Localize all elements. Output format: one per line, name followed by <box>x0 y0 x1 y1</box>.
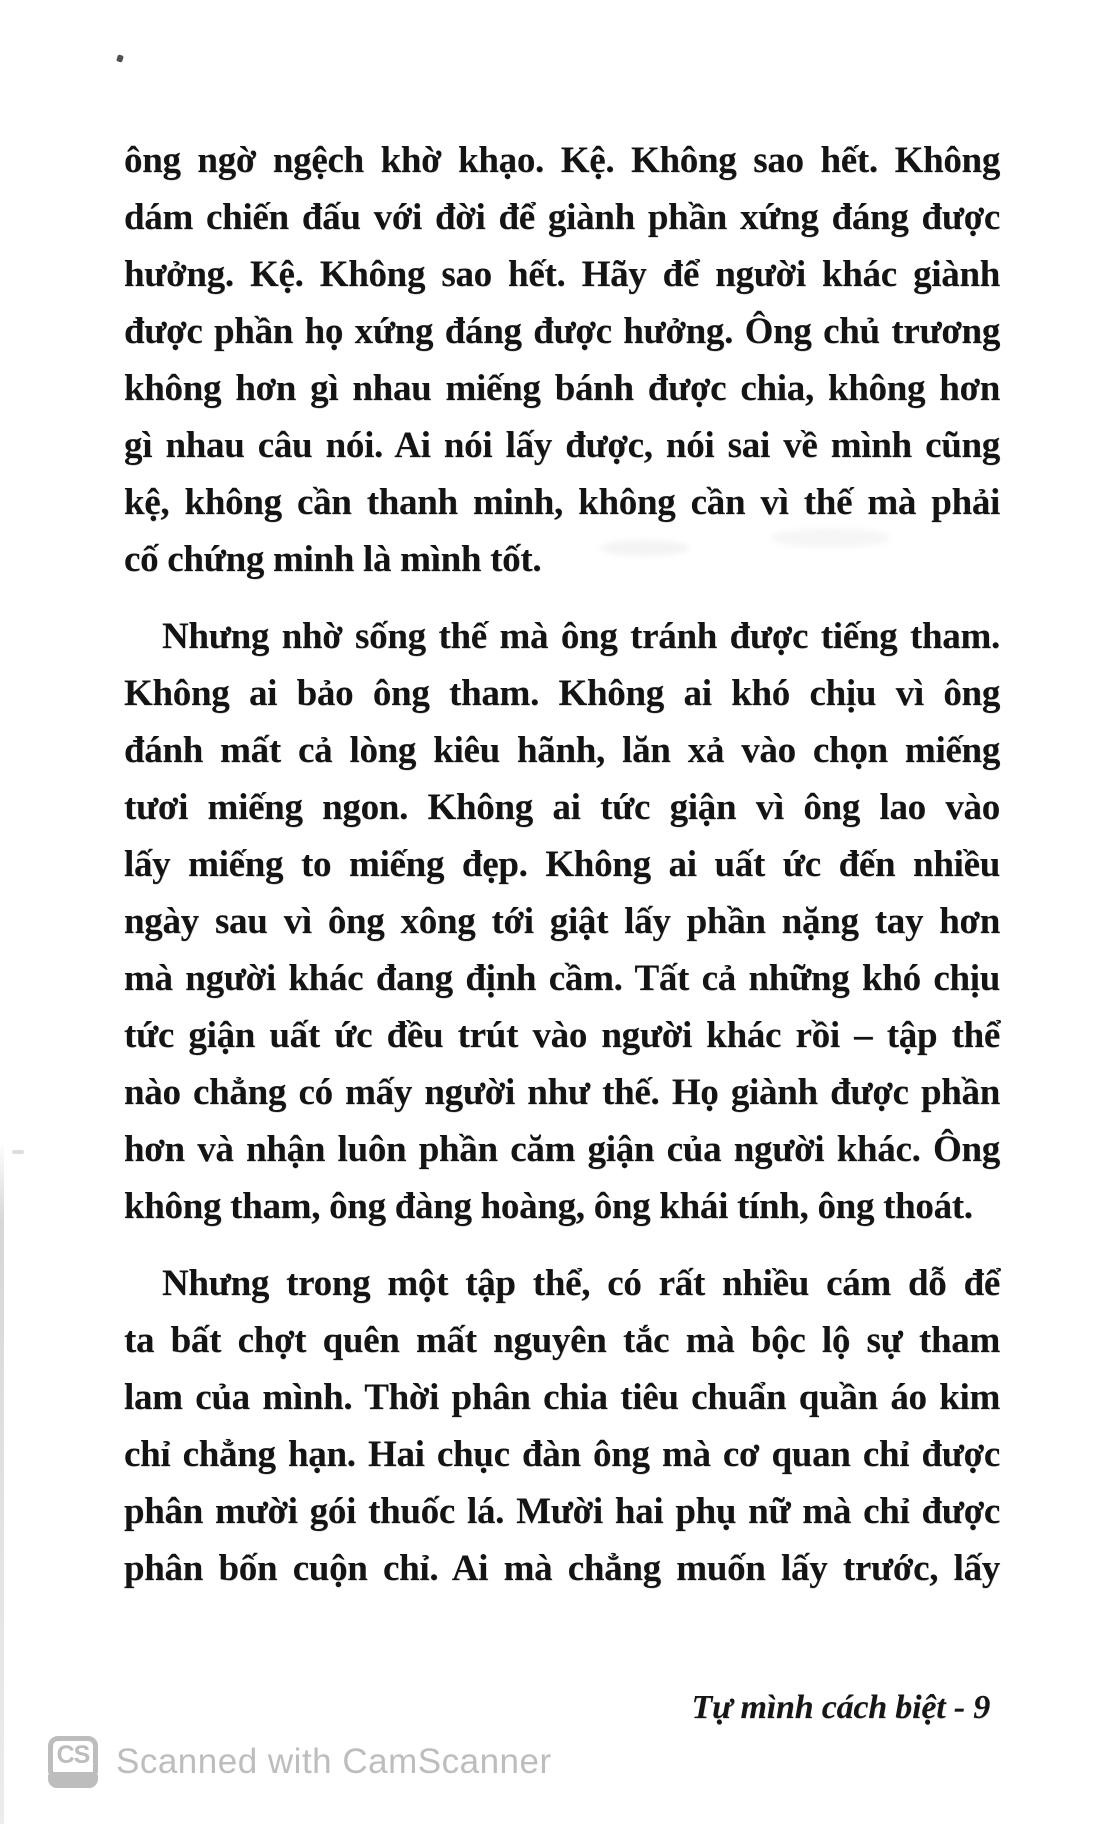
camscanner-logo-box <box>48 1736 98 1777</box>
text-line: ngày sau vì ông xông tới giật lấy phần nặng tay hơn <box>124 901 1000 942</box>
camscanner-logo-lip <box>48 1774 98 1788</box>
camscanner-logo-text: CS <box>56 1741 90 1769</box>
text-line: cố chứng minh là mình tốt. <box>124 539 542 580</box>
scan-speck-artifact <box>116 54 124 63</box>
paragraph <box>124 608 1000 1235</box>
text-line: không tham, ông đàng hoàng, ông khái tính, ông thoát. <box>124 1186 973 1227</box>
paragraph <box>124 1255 1000 1597</box>
text-line: hơn và nhận luôn phần căm giận của người khác. Ông <box>124 1129 1000 1170</box>
text-line: dám chiến đấu với đời để giành phần xứng đáng được <box>124 197 1001 238</box>
text-line: Nhưng trong một tập thể, có rất nhiều cám dỗ để <box>162 1263 1000 1304</box>
text-line: không hơn gì nhau miếng bánh được chia, không hơn <box>124 368 1001 409</box>
text-line: nào chẳng có mấy người như thế. Họ giành được phần <box>124 1072 1001 1113</box>
text-line: phân bốn cuộn chỉ. Ai mà chẳng muốn lấy trước, lấy <box>124 1548 1000 1589</box>
text-line: gì nhau câu nói. Ai nói lấy được, nói sai về mình cũng <box>124 425 1000 466</box>
text-line: tươi miếng ngon. Không ai tức giận vì ông lao vào <box>124 787 1000 828</box>
text-line: đánh mất cả lòng kiêu hãnh, lăn xả vào chọn miếng <box>124 730 1001 771</box>
text-line: phân mười gói thuốc lá. Mười hai phụ nữ mà chỉ được <box>124 1491 1001 1532</box>
text-line: ta bất chợt quên mất nguyên tắc mà bộc lộ sự tham <box>124 1320 1000 1361</box>
text-line: ông ngờ ngệch khờ khạo. Kệ. Không sao hết. Không <box>124 140 1001 181</box>
scan-edge-artifact <box>0 1140 4 1824</box>
text-line: kệ, không cần thanh minh, không cần vì thế mà phải <box>124 482 1001 523</box>
footer-text: Tự mình cách biệt - 9 <box>691 1689 990 1726</box>
paragraph <box>124 132 1000 588</box>
text-line: được phần họ xứng đáng được hưởng. Ông chủ trương <box>124 311 1001 352</box>
text-line: lấy miếng to miếng đẹp. Không ai uất ức đến nhiều <box>124 844 1000 885</box>
running-footer <box>124 1688 990 1728</box>
text-line: hưởng. Kệ. Không sao hết. Hãy để người khác giành <box>124 254 1001 295</box>
text-line: Nhưng nhờ sống thế mà ông tránh được tiếng tham. <box>162 616 1000 657</box>
text-block <box>124 132 1000 1617</box>
text-line: Không ai bảo ông tham. Không ai khó chịu vì ông <box>124 673 1001 714</box>
text-line: lam của mình. Thời phân chia tiêu chuẩn quần áo kim <box>124 1377 1001 1418</box>
text-line: mà người khác đang định cầm. Tất cả những khó chịu <box>124 958 1001 999</box>
camscanner-logo-icon <box>48 1736 98 1788</box>
text-line: tức giận uất ức đều trút vào người khác rồi – tập thể <box>124 1015 1000 1056</box>
camscanner-label: Scanned with CamScanner <box>116 1742 552 1781</box>
text-line: chỉ chẳng hạn. Hai chục đàn ông mà cơ quan chỉ được <box>124 1434 1000 1475</box>
scan-dash-artifact <box>12 1150 24 1154</box>
